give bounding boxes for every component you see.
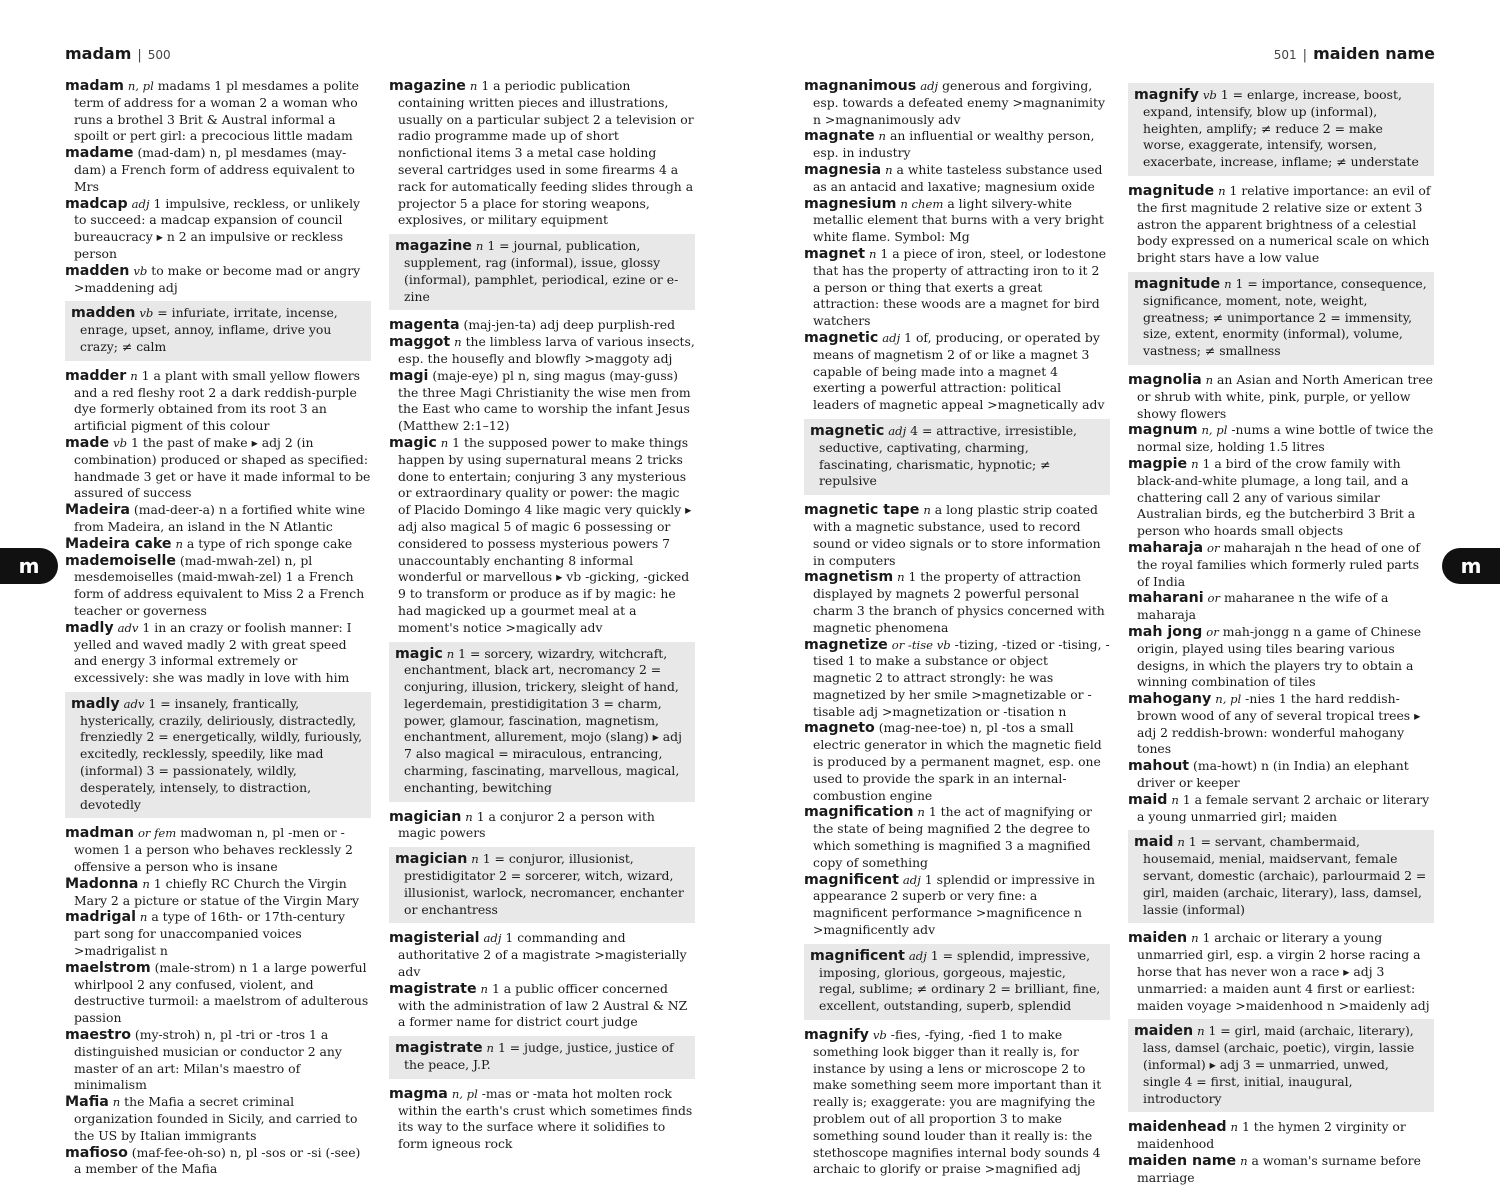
- dictionary-entry: [65, 196, 371, 263]
- grammar-label: n: [139, 910, 148, 925]
- dictionary-entry: [1128, 372, 1434, 422]
- grammar-label: n: [1177, 835, 1185, 850]
- definition-text: (maf-fee-oh-so) n, pl -sos or -si (-see) a member of the Mafia: [74, 1144, 361, 1177]
- grammar-label: n: [130, 368, 138, 383]
- grammar-label: n: [475, 239, 484, 254]
- dictionary-entry: [804, 502, 1110, 569]
- definition-text: 1 the supposed power to make things happen by using supernatural means 2 tricks done to entertain; conjuring 3 any mysterious or extraordinary quality or power: the magic of Placido Domingo 4 like magic very quickly ▸ adj also magical 5 of magic 6 possessing or considered to possess mysterious powers 7 unaccountably enchanting 8 informal wonderful or marvellous ▸ vb -gicking, -gicked 9 to transform or produce as if by magic: he had magicked up a gourmet meal at a moment's notice >magically adv: [398, 434, 692, 635]
- grammar-label: vb: [872, 1028, 887, 1043]
- dictionary-entry: [804, 196, 1110, 246]
- grammar-label: n: [1191, 456, 1199, 471]
- headword: madam: [65, 78, 124, 94]
- definition-text: = infuriate, irritate, incense, enrage, upset, annoy, inflame, drive you crazy; ≠ calm: [80, 305, 338, 354]
- grammar-label: vb: [133, 263, 148, 278]
- grammar-label: n, pl: [451, 1086, 478, 1101]
- headword: Madeira cake: [65, 535, 172, 552]
- headword: magnolia: [1128, 371, 1202, 388]
- dictionary-entry: [389, 981, 695, 1031]
- grammar-label: n: [454, 335, 462, 350]
- grammar-label: adv: [117, 620, 139, 635]
- definition-text: mah-jongg n a game of Chinese origin, played using tiles bearing various designs, in which the players try to obtain a winning combination of tiles: [1137, 623, 1422, 690]
- grammar-label: n: [1197, 1024, 1205, 1039]
- dictionary-entry: [804, 128, 1110, 162]
- headword: mahogany: [1128, 691, 1212, 708]
- dictionary-entry: [65, 620, 371, 687]
- headword: magi: [389, 367, 429, 384]
- grammar-label: vb: [113, 435, 128, 450]
- page-left: [65, 78, 697, 1177]
- dictionary-entry: [804, 804, 1110, 871]
- header-separator: |: [137, 48, 142, 63]
- grammar-label: n: [1191, 931, 1199, 946]
- page-number-right: 501: [1273, 48, 1297, 62]
- definition-text: 1 archaic or literary a young unmarried girl, esp. a virgin 2 horse racing a horse that has never won a race ▸ adj 3 unmarried: a maiden aunt 4 first or earliest: maiden voyage >maidenhood n >maidenly adj: [1137, 930, 1430, 1013]
- definition-text: (ma-howt) n (in India) an elephant driver or keeper: [1137, 758, 1409, 791]
- headword: magnesium: [804, 195, 897, 212]
- dictionary-entry: [65, 553, 371, 620]
- grammar-label: n: [142, 876, 150, 891]
- grammar-label: n, pl: [1201, 423, 1228, 438]
- definition-text: 1 the hymen 2 virginity or maidenhood: [1137, 1119, 1406, 1152]
- headword: Madeira: [65, 502, 130, 519]
- headword: maidenhead: [1128, 1119, 1227, 1136]
- headword: magnetic: [804, 329, 879, 346]
- grammar-label: adj: [902, 872, 921, 887]
- grammar-label: n: [878, 129, 887, 144]
- headword: maiden: [1134, 1023, 1194, 1040]
- thesaurus-box: [389, 847, 695, 923]
- headword: magazine: [389, 78, 466, 94]
- headword: magnesia: [804, 161, 882, 178]
- dictionary-entry: [65, 1094, 371, 1144]
- dictionary-entry: [804, 720, 1110, 804]
- headword: magnate: [804, 128, 875, 145]
- grammar-label: vb: [139, 306, 154, 321]
- definition-text: (maj-jen-ta) adj deep purplish-red: [463, 317, 675, 333]
- grammar-label: adj: [131, 196, 150, 211]
- definition-text: 1 = enlarge, increase, boost, expand, intensify, blow up (informal), heighten, amplify; ≠ reduce 2 = make worse, exaggerate, intensify, worsen, exacerbate, increase, inflame; ≠ understate: [1143, 87, 1419, 170]
- headword: magnum: [1128, 422, 1198, 439]
- headword: magnificent: [810, 947, 905, 964]
- headword: magnification: [804, 804, 914, 821]
- definition-text: maharajah n the head of one of the royal families which formerly ruled parts of India: [1137, 539, 1420, 589]
- grammar-label: n: [1240, 1154, 1248, 1169]
- headword: maestro: [65, 1027, 131, 1044]
- dictionary-entry: [389, 78, 695, 229]
- grammar-label: n: [480, 981, 488, 996]
- page-right: [804, 78, 1436, 1185]
- grammar-label: n: [471, 852, 479, 867]
- definition-text: 1 a plant with small yellow flowers and a red fleshy root 2 a dark reddish-purple dye formerly obtained from its root 3 an artificial pigment of this colour: [74, 367, 361, 434]
- grammar-label: adj: [483, 931, 502, 946]
- thesaurus-box: [1128, 83, 1434, 176]
- column-2: [389, 78, 695, 1152]
- definition-text: 1 of, producing, or operated by means of magnetism 2 of or like a magnet 3 capable of being made into a magnet 4 exerting a powerful attraction: political leaders of magnetic appeal >magnetically adv: [813, 329, 1105, 413]
- running-head-left: [65, 44, 171, 63]
- dictionary-entry: [65, 502, 371, 536]
- headword: magistrate: [389, 980, 477, 997]
- dictionary-entry: [389, 930, 695, 980]
- headword: maid: [1134, 834, 1174, 851]
- dictionary-entry: [1128, 624, 1434, 691]
- headword: madcap: [65, 195, 128, 212]
- headword: magnetic: [810, 422, 885, 439]
- headword: madder: [65, 367, 127, 384]
- thesaurus-box: [389, 642, 695, 802]
- headword: magic: [389, 434, 437, 451]
- running-head-right: [1274, 44, 1435, 63]
- definition-text: -fies, -fying, -fied 1 to make something look bigger than it really is, for instance by using a lens or microscope 2 to make something seem more important than it really is; exaggerate: you are magnifying the problem out of all proportion 3 to make something sound louder than it really is: the stethoscope magnifies internal body sounds 4 archaic to glorify or praise >magnified adj: [813, 1027, 1102, 1177]
- headword: mah jong: [1128, 623, 1203, 640]
- dictionary-entry: [65, 263, 371, 297]
- definition-text: 1 in an crazy or foolish manner: I yelled and waved madly 2 with great speed and energy 3 informal extremely or excessively: she was madly in love with him: [74, 619, 352, 686]
- definition-text: an Asian and North American tree or shrub with white, pink, purple, or yellow showy flowers: [1137, 371, 1434, 421]
- dictionary-entry: [804, 1027, 1110, 1178]
- dictionary-entry: [1128, 456, 1434, 540]
- dictionary-entry: [389, 1086, 695, 1153]
- dictionary-entry: [389, 368, 695, 435]
- headword: maiden: [1128, 930, 1188, 947]
- dictionary-entry: [1128, 758, 1434, 792]
- grammar-label: n: [897, 570, 905, 585]
- definition-text: 1 a public officer concerned with the administration of law 2 Austral & NZ a former name for district court judge: [398, 980, 688, 1030]
- dictionary-entry: [804, 246, 1110, 330]
- definition-text: 1 a piece of iron, steel, or lodestone that has the property of attracting iron to it 2 a person or thing that exerts a great attraction: these woods are a magnet for bird watchers: [813, 245, 1107, 329]
- dictionary-entry: [1128, 930, 1434, 1014]
- grammar-label: n: [868, 246, 877, 261]
- headword: magnanimous: [804, 78, 917, 94]
- grammar-label: n, pl: [127, 79, 154, 93]
- thesaurus-box: [389, 234, 695, 310]
- headword: magnify: [804, 1027, 869, 1044]
- thesaurus-box: [65, 692, 371, 819]
- column-4: [1128, 78, 1434, 1185]
- dictionary-entry: [1128, 183, 1434, 267]
- dictionary-entry: [65, 368, 371, 435]
- headword: magisterial: [389, 930, 480, 947]
- dictionary-entry: [804, 162, 1110, 196]
- headword: madly: [65, 619, 114, 636]
- dictionary-entry: [389, 809, 695, 843]
- thesaurus-box: [804, 944, 1110, 1020]
- dictionary-entry: [65, 960, 371, 1027]
- grammar-label: n: [1171, 792, 1179, 807]
- grammar-label: n: [885, 162, 893, 177]
- headword: magazine: [395, 238, 472, 255]
- definition-text: 1 a periodic publication containing written pieces and illustrations, usually on a particular subject 2 a television or radio programme made up of short nonfictional items 3 a metal case holding several cartridges used in some firearms 4 a rack for automatically feeding slides through a projector 5 a place for storing weapons, explosives, or military equipment: [398, 78, 694, 228]
- definition-text: 1 the act of magnifying or the state of being magnified 2 the degree to which something is magnified 3 a magnified copy of something: [813, 804, 1092, 870]
- grammar-label: n: [923, 503, 931, 518]
- grammar-label: n: [440, 435, 449, 450]
- dictionary-entry: [804, 78, 1110, 128]
- headword: mafioso: [65, 1144, 128, 1161]
- headword: Mafia: [65, 1094, 109, 1111]
- headword: magnet: [804, 245, 866, 262]
- dictionary-entry: [1128, 1153, 1434, 1187]
- definition-text: generous and forgiving, esp. towards a defeated enemy >magnanimity n >magnanimously adv: [813, 78, 1105, 127]
- definition-text: 1 a bird of the crow family with black-and-white plumage, a long tail, and a chattering call 2 any of various similar Australian birds, eg the butcherbird 3 Brit a person who hoards small objects: [1137, 455, 1416, 539]
- definition-text: 1 commanding and authoritative 2 of a magistrate >magisterially adv: [398, 930, 687, 980]
- dictionary-entry: [804, 637, 1110, 721]
- headword: madame: [65, 145, 134, 162]
- definition-text: 1 = servant, chambermaid, housemaid, menial, maidservant, female servant, domestic (archaic), parlourmaid 2 = girl, maiden (archaic, literary), lass, damsel, lassie (informal): [1143, 834, 1427, 917]
- definition-text: the limbless larva of various insects, esp. the housefly and blowfly >maggoty adj: [398, 334, 695, 366]
- definition-text: (mad-deer-a) n a fortified white wine from Madeira, an island in the N Atlantic: [74, 502, 366, 534]
- headword: madden: [71, 305, 136, 322]
- thesaurus-box: [389, 1036, 695, 1079]
- headword: maharani: [1128, 590, 1204, 607]
- grammar-label: n: [1224, 276, 1232, 291]
- definition-text: 1 = importance, consequence, significance, moment, note, weight, greatness; ≠ unimportance 2 = immensity, size, extent, enormity (informal), volume, vastness; ≠ smallness: [1143, 275, 1427, 359]
- thesaurus-box: [1128, 272, 1434, 365]
- definition-text: a long plastic strip coated with a magnetic substance, used to record sound or video signals or to store information in computers: [813, 502, 1101, 568]
- dictionary-entry: [1128, 590, 1434, 624]
- grammar-label: adj: [920, 79, 939, 93]
- grammar-label: n: [1218, 183, 1226, 198]
- header-separator: |: [1302, 48, 1308, 63]
- headword: magnetize: [804, 636, 888, 653]
- definition-text: 1 a female servant 2 archaic or literary a young unmarried girl; maiden: [1137, 791, 1430, 824]
- grammar-label: adj: [882, 330, 901, 345]
- definition-text: 1 splendid or impressive in appearance 2 superb or very fine: a magnificent performance >magnificence n >magnificently adv: [813, 871, 1096, 938]
- thesaurus-box: [804, 419, 1110, 495]
- headword: madman: [65, 825, 134, 842]
- headword: mahout: [1128, 758, 1190, 775]
- headword: magnify: [1134, 87, 1199, 103]
- thesaurus-box: [1128, 1019, 1434, 1112]
- definition-text: 1 relative importance: an evil of the first magnitude 2 relative size or extent 3 astron the apparent brightness of a celestial body expressed on a numerical scale on which bright stars have a low value: [1137, 182, 1431, 266]
- definition-text: a type of 16th- or 17th-century part song for unaccompanied voices >madrigalist n: [74, 909, 346, 959]
- column-3: [804, 78, 1110, 1177]
- column-1: [65, 78, 371, 1177]
- dictionary-entry: [389, 334, 695, 368]
- definition-text: (my-stroh) n, pl -tri or -tros 1 a distinguished musician or conductor 2 any master of an art: Milan's maestro of minimalism: [74, 1027, 342, 1093]
- grammar-label: or -tise vb: [891, 637, 951, 652]
- guide-word-right: maiden name: [1313, 44, 1435, 63]
- dictionary-entry: [804, 330, 1110, 414]
- grammar-label: n: [486, 1041, 494, 1056]
- definition-text: a type of rich sponge cake: [186, 535, 353, 551]
- definition-text: -mas or -mata hot molten rock within the earth's crust which sometimes finds its way to the surface where it solidifies to form igneous rock: [398, 1085, 693, 1152]
- definition-text: 1 chiefly RC Church the Virgin Mary 2 a picture or statue of the Virgin Mary: [74, 875, 359, 908]
- dictionary-entry: [65, 909, 371, 959]
- headword: magnitude: [1134, 275, 1221, 292]
- headword: magnetic tape: [804, 502, 920, 519]
- headword: magnificent: [804, 871, 899, 888]
- headword: magenta: [389, 317, 460, 334]
- headword: made: [65, 434, 110, 451]
- headword: Madonna: [65, 875, 139, 892]
- headword: maiden name: [1128, 1153, 1237, 1170]
- guide-word-left: madam: [65, 44, 132, 63]
- definition-text: -nums a wine bottle of twice the normal size, holding 1.5 litres: [1137, 422, 1434, 455]
- dictionary-entry: [65, 435, 371, 502]
- definition-text: 1 = insanely, frantically, hysterically, crazily, deliriously, distractedly, frenziedly 2 = energetically, wildly, furiously, excitedly, recklessly, speedily, like mad (informal) 3 = passionately, wildly, desperately, intensely, to distraction, devotedly: [80, 695, 363, 812]
- headword: magneto: [804, 720, 875, 737]
- grammar-label: n: [465, 809, 473, 824]
- definition-text: 1 = journal, publication, supplement, rag (informal), issue, glossy (informal), pamphlet, periodical, ezine or e-zine: [404, 238, 679, 304]
- headword: maggot: [389, 334, 451, 351]
- definition-text: -nies 1 the hard reddish-brown wood of any of several tropical trees ▸ adj 2 reddish-brown: wonderful mahogany tones: [1137, 691, 1421, 757]
- grammar-label: n, pl: [1215, 692, 1242, 707]
- headword: magistrate: [395, 1040, 483, 1057]
- definition-text: 1 impulsive, reckless, or unlikely to succeed: a madcap expansion of council bureaucracy ▸ n 2 an impulsive or reckless person: [74, 195, 361, 261]
- dictionary-entry: [804, 569, 1110, 636]
- dictionary-entry: [1128, 691, 1434, 758]
- headword: magic: [395, 645, 443, 662]
- grammar-label: n: [446, 646, 455, 661]
- grammar-label: vb: [1202, 88, 1217, 102]
- dictionary-entry: [65, 825, 371, 875]
- thesaurus-box: [1128, 830, 1434, 923]
- grammar-label: or fem: [137, 826, 177, 841]
- grammar-label: n chem: [900, 196, 944, 211]
- headword: magician: [389, 808, 462, 825]
- grammar-label: n: [175, 536, 183, 551]
- definition-text: madwoman n, pl -men or -women 1 a person who behaves recklessly 2 offensive a person who is insane: [74, 825, 353, 875]
- headword: magpie: [1128, 455, 1188, 472]
- definition-text: 1 the past of make ▸ adj 2 (in combination) produced or shaped as specified: handmade 3 get or have it made informal to be assured of success: [74, 434, 371, 501]
- grammar-label: n: [469, 79, 478, 93]
- dictionary-entry: [1128, 422, 1434, 456]
- headword: madrigal: [65, 909, 136, 926]
- definition-text: -tizing, -tized or -tising, -tised 1 to make a substance or object magnetic 2 to attract strongly: he was magnetized by her smile >magnetizable or -tisable adj >magnetization or -tisation n: [813, 636, 1110, 719]
- dictionary-entry: [804, 872, 1110, 939]
- headword: magnetism: [804, 569, 894, 586]
- page-number-left: 500: [147, 48, 171, 62]
- headword: maid: [1128, 791, 1168, 808]
- definition-text: (mag-nee-toe) n, pl -tos a small electric generator in which the magnetic field is produced by a permanent magnet, esp. one used to provide the spark in an internal-combustion engine: [813, 720, 1102, 803]
- dictionary-entry: [65, 1027, 371, 1094]
- definition-text: maharanee n the wife of a maharaja: [1137, 590, 1389, 623]
- definition-text: (mad-mwah-zel) n, pl mesdemoiselles (maid-mwah-zel) 1 a French form of address equivalent to Miss 2 a French teacher or governess: [74, 552, 365, 618]
- definition-text: 1 = sorcery, wizardry, witchcraft, enchantment, black art, necromancy 2 = conjuring, illusion, trickery, sleight of hand, legerdemain, prestidigitation 3 = charm, power, glamour, fascination, magnetism, enchantment, allurement, mojo (slang) ▸ adj 7 also magical = miraculous, entrancing, charming, fascinating, marvellous, magical, enchanting, bewitching: [404, 645, 682, 795]
- dictionary-entry: [65, 536, 371, 553]
- headword: maharaja: [1128, 539, 1204, 556]
- grammar-label: n: [1205, 372, 1214, 387]
- grammar-label: n: [112, 1095, 121, 1110]
- dictionary-entry: [1128, 1119, 1434, 1153]
- definition-text: the Mafia a secret criminal organization founded in Sicily, and carried to the US by Italian immigrants: [74, 1094, 358, 1143]
- definition-text: 1 = girl, maid (archaic, literary), lass, damsel (archaic, poetic), virgin, lassie (informal) ▸ adj 3 = unmarried, unwed, single 4 = first, initial, inaugural, introductory: [1143, 1023, 1415, 1106]
- dictionary-entry: [65, 78, 371, 145]
- definition-text: 1 a conjuror 2 a person with magic powers: [398, 808, 655, 841]
- headword: mademoiselle: [65, 552, 176, 569]
- dictionary-entry: [65, 145, 371, 195]
- dictionary-entry: [1128, 792, 1434, 826]
- definition-text: (mad-dam) n, pl mesdames (may-dam) a French form of address equivalent to Mrs: [74, 145, 355, 194]
- definition-text: 1 = splendid, impressive, imposing, glorious, gorgeous, majestic, regal, sublime; ≠ ordinary 2 = brilliant, fine, excellent, outstanding, superb, splendid: [819, 947, 1101, 1014]
- definition-text: an influential or wealthy person, esp. in industry: [813, 128, 1095, 161]
- grammar-label: adj: [908, 948, 927, 963]
- headword: maelstrom: [65, 959, 151, 976]
- definition-text: 1 = judge, justice, justice of the peace, J.P.: [404, 1040, 674, 1073]
- grammar-label: adv: [123, 696, 145, 711]
- dictionary-entry: [389, 317, 695, 334]
- grammar-label: or: [1207, 540, 1220, 555]
- definition-text: 1 = conjuror, illusionist, prestidigitator 2 = sorcerer, witch, wizard, illusionist, warlock, necromancer, enchanter or enchantress: [404, 851, 684, 917]
- definition-text: (male-strom) n 1 a large powerful whirlpool 2 any confused, violent, and destructive turmoil: a maelstrom of adulterous passion: [74, 959, 369, 1026]
- definition-text: (maje-eye) pl n, sing magus (may-guss) the three Magi Christianity the wise men from the East who came to worship the infant Jesus (Matthew 2:1–12): [398, 367, 691, 434]
- thumb-index-tab-right: m: [1442, 548, 1500, 584]
- headword: madly: [71, 695, 120, 712]
- dictionary-entry: [389, 435, 695, 637]
- headword: magnitude: [1128, 182, 1215, 199]
- dictionary-entry: [65, 1145, 371, 1179]
- dictionary-entry: [1128, 540, 1434, 590]
- definition-text: to make or become mad or angry >maddening adj: [74, 262, 361, 295]
- grammar-label: or: [1206, 624, 1219, 639]
- thesaurus-box: [65, 301, 371, 360]
- grammar-label: n: [917, 805, 925, 820]
- headword: madden: [65, 262, 130, 279]
- grammar-label: or: [1207, 591, 1221, 606]
- grammar-label: adj: [888, 423, 907, 438]
- definition-text: madams 1 pl mesdames a polite term of address for a woman 2 a woman who runs a brothel 3 Brit & Austral informal a spoilt or pert girl: a precocious little madam: [74, 78, 360, 144]
- definition-text: 1 the property of attraction displayed by magnets 2 powerful personal charm 3 the branch of physics concerned with magnetic phenomena: [813, 569, 1105, 635]
- thumb-index-tab-left: m: [0, 548, 58, 584]
- headword: magician: [395, 851, 468, 868]
- dictionary-entry: [65, 876, 371, 910]
- headword: magma: [389, 1085, 448, 1102]
- definition-text: a light silvery-white metallic element that burns with a very bright white flame. Symbol: Mg: [813, 195, 1104, 245]
- grammar-label: n: [1230, 1120, 1238, 1135]
- definition-text: a white tasteless substance used as an antacid and laxative; magnesium oxide: [813, 161, 1103, 194]
- definition-text: 4 = attractive, irresistible, seductive, captivating, charming, fascinating, charismatic, hypnotic; ≠ repulsive: [819, 422, 1077, 489]
- definition-text: a woman's surname before marriage: [1137, 1153, 1421, 1185]
